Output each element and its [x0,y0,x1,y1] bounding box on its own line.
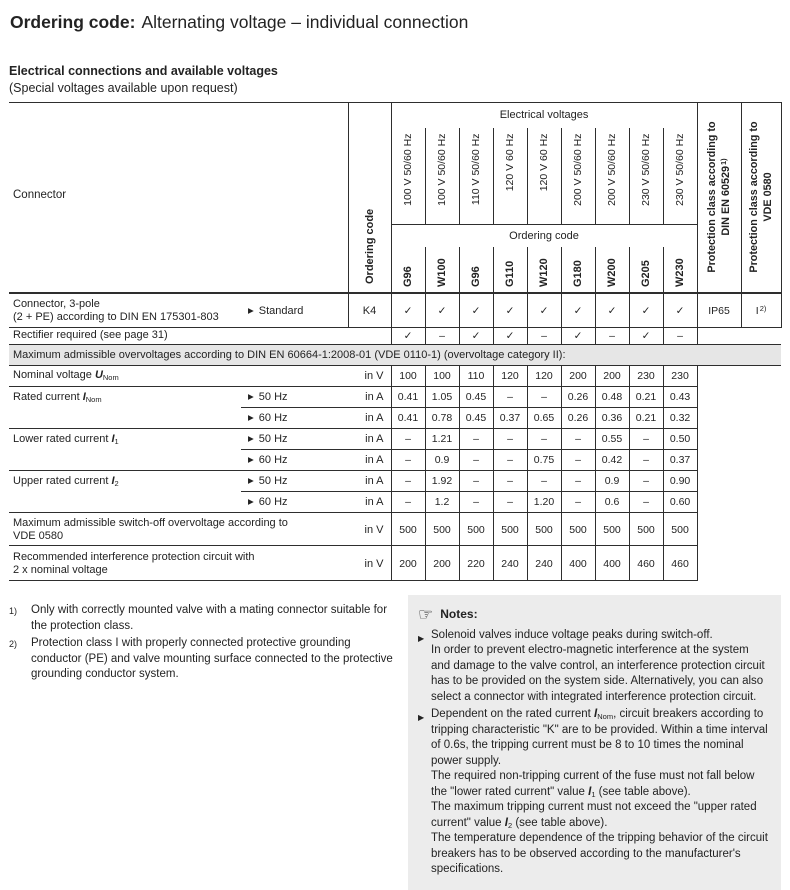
notes-list [418,628,769,878]
freq-60hz-cell: ▶ 60 Hz [241,450,348,471]
unit-cell: in V [348,513,391,546]
rated-current-cell: – [527,387,561,408]
voltage-column-label: 120 V 60 Hz [493,128,527,225]
rectifier-cell: ✓ [459,328,493,345]
rated-current-cell: 1.05 [425,387,459,408]
table-row [9,387,781,408]
nominal-voltage-cell: 120 [527,366,561,387]
interference-voltage-cell: 460 [663,546,697,581]
code-column-label: G110 [493,247,527,293]
page-title-label: Ordering code: [10,12,136,32]
code-column-label: W120 [527,247,561,293]
unit-cell: in V [348,546,391,581]
code-column-label: W230 [663,247,697,293]
protection-vde-line2: VDE 0580 [762,172,775,222]
lower-current-label: Lower rated current I1 [9,429,241,471]
table-row [9,471,781,492]
interference-voltage-cell: 240 [527,546,561,581]
rectifier-cell: ✓ [629,328,663,345]
protection-din-line1: Protection class according to [706,121,719,273]
empty-cell [697,492,781,513]
voltage-column-label: 110 V 50/60 Hz [459,128,493,225]
protection-class-din-header [697,103,741,293]
table-row [9,293,781,328]
rated-current-cell: 0.65 [527,408,561,429]
footnote-2-text: Protection class I with properly connected protective grounding conductor (PE) and valve mounting surface connected to the protective grounding conductor system. [31,637,393,680]
triangle-bullet-icon: ▶ [248,497,254,506]
lower-current-cell: – [391,429,425,450]
rectifier-cell: ✓ [493,328,527,345]
empty-cell [697,387,781,408]
code-column-label: G205 [629,247,663,293]
switchoff-voltage-cell: 500 [425,513,459,546]
triangle-bullet-icon: ▶ [248,306,254,316]
footnote-2-marker: 2) [9,639,18,649]
lower-current-cell: – [629,450,663,471]
switchoff-voltage-cell: 500 [663,513,697,546]
footnote-ref-2: 2) [759,304,767,314]
triangle-bullet-icon: ▶ [248,434,254,443]
switchoff-voltage-cell: 500 [391,513,425,546]
lower-current-cell: 0.50 [663,429,697,450]
empty-cell [697,450,781,471]
nominal-voltage-cell: 120 [493,366,527,387]
unit-cell: in A [348,429,391,450]
switchoff-voltage-cell: 500 [527,513,561,546]
triangle-bullet-icon: ▶ [248,455,254,464]
voltage-column-label: 200 V 50/60 Hz [561,128,595,225]
upper-current-cell: – [459,471,493,492]
table-row [9,546,781,581]
nominal-voltage-label: Nominal voltage UNom [9,366,348,387]
interference-voltage-cell: 400 [595,546,629,581]
empty-cell [697,546,781,581]
switchoff-voltage-cell: 500 [629,513,663,546]
rated-current-cell: – [493,387,527,408]
upper-current-cell: – [391,471,425,492]
rectifier-cell: ✓ [561,328,595,345]
pointing-hand-icon: ☞ [418,604,434,624]
code-column-label: W100 [425,247,459,293]
connector-column-header: Connector [9,103,348,293]
lower-current-cell: 0.55 [595,429,629,450]
rated-current-cell: 0.32 [663,408,697,429]
rectifier-cell: – [595,328,629,345]
availability-cell: ✓ [425,293,459,328]
nominal-voltage-cell: 230 [629,366,663,387]
upper-current-cell: – [561,471,595,492]
upper-current-cell: – [561,492,595,513]
interference-voltage-cell: 460 [629,546,663,581]
rectifier-cell: ✓ [391,328,425,345]
upper-current-cell: – [493,471,527,492]
voltage-column-label: 100 V 50/60 Hz [425,128,459,225]
ordering-code-column-header: Ordering code [348,103,391,293]
note-item [418,707,769,878]
table-row [9,513,781,546]
rectifier-cell: – [425,328,459,345]
section-band-label: Maximum admissible overvoltages according to DIN EN 60664-1:2008-01 (VDE 0110-1) (overvoltage category II): [9,345,781,366]
rated-current-cell: 0.26 [561,387,595,408]
lower-current-cell: – [391,450,425,471]
rated-current-cell: 0.48 [595,387,629,408]
lower-current-cell: – [561,450,595,471]
standard-cell: ▶ Standard [241,293,348,328]
footnote-1 [9,603,396,634]
ordering-code-cell: K4 [348,293,391,328]
empty-cell [697,471,781,492]
protection-vde-line1: Protection class according to [748,121,761,273]
triangle-bullet-icon: ▶ [248,476,254,485]
voltage-column-label: 230 V 50/60 Hz [663,128,697,225]
rated-current-cell: 0.21 [629,387,663,408]
lower-current-cell: 0.75 [527,450,561,471]
rated-current-label: Rated current INom [9,387,241,429]
nominal-voltage-cell: 110 [459,366,493,387]
upper-current-label: Upper rated current I2 [9,471,241,513]
empty-cell [697,513,781,546]
code-column-label: G96 [459,247,493,293]
protection-din-line2: DIN EN 60529$^{1)}$ [719,158,733,236]
freq-60hz-cell: ▶ 60 Hz [241,408,348,429]
rated-current-cell: 0.41 [391,408,425,429]
triangle-bullet-icon: ▶ [248,392,254,401]
lower-current-cell: – [527,429,561,450]
voltage-table [9,102,782,581]
upper-current-cell: – [493,492,527,513]
bottom-section [0,595,790,890]
note-text: Solenoid valves induce voltage peaks during switch-off. In order to prevent electro-magnetic interference at the system and damage to the valve control, an interference protection circuit has to be provided on the system side. Alternatively, you can also select a connector with integrated interference protection circuit. [431,628,765,703]
lower-current-cell: – [493,429,527,450]
unit-cell: in A [348,387,391,408]
rated-current-cell: 0.37 [493,408,527,429]
table-row [9,429,781,450]
unit-cell: in A [348,492,391,513]
footnotes [9,595,408,685]
rated-current-cell: 0.41 [391,387,425,408]
code-column-label: W200 [595,247,629,293]
notes-title: Notes: [440,607,478,621]
table-row [9,366,781,387]
nominal-voltage-cell: 200 [561,366,595,387]
note-text: Dependent on the rated current INom, circuit breakers according to tripping characteristic "K" are to be provided. Within a time interval of 0.6s, the tripping current must be 8 to 10 times the nominal power supply. The required non-tripping current of the fuse must not fall below the "lower rated current" value I1 (see table above). The maximum tripping current must not exceed the "upper rated current" value I2 (see table above). The temperature dependence of the tripping behavior of the circuit breakers has to be observed according to the manufacturer's specifications. [431,708,768,875]
upper-current-cell: – [527,471,561,492]
availability-cell: ✓ [629,293,663,328]
protection-class-cell: $I^{2)}$ [741,293,781,328]
upper-current-cell: – [459,492,493,513]
notes-header [418,604,769,624]
freq-50hz-cell: ▶ 50 Hz [241,471,348,492]
lower-current-cell: – [561,429,595,450]
rated-current-cell: 0.21 [629,408,663,429]
availability-cell: ✓ [561,293,595,328]
empty-cell [697,408,781,429]
freq-50hz-cell: ▶ 50 Hz [241,429,348,450]
rectifier-cell: – [663,328,697,345]
freq-60hz-cell: ▶ 60 Hz [241,492,348,513]
empty-cell [697,429,781,450]
voltage-column-label: 120 V 60 Hz [527,128,561,225]
upper-current-cell: 1.2 [425,492,459,513]
table-header-row [9,103,781,128]
availability-cell: ✓ [595,293,629,328]
switchoff-voltage-cell: 500 [561,513,595,546]
interference-voltage-cell: 400 [561,546,595,581]
table-row [9,328,781,345]
footnote-1-marker: 1) [9,606,18,616]
page-title [10,12,781,33]
switchoff-voltage-cell: 500 [595,513,629,546]
interference-voltage-cell: 240 [493,546,527,581]
triangle-bullet-icon: ▶ [418,633,425,643]
section-subheading: (Special voltages available upon request) [9,81,238,95]
lower-current-cell: – [459,429,493,450]
lower-current-cell: – [459,450,493,471]
upper-current-cell: – [391,492,425,513]
rectifier-cell: – [527,328,561,345]
lower-current-cell: 0.37 [663,450,697,471]
empty-cell [697,328,781,345]
unit-cell: in A [348,471,391,492]
rectifier-row-label: Rectifier required (see page 31) [9,328,391,345]
rated-current-cell: 0.45 [459,408,493,429]
rated-current-cell: 0.45 [459,387,493,408]
code-column-label: G180 [561,247,595,293]
page-title-text: Alternating voltage – individual connection [141,12,469,32]
section-heading: Electrical connections and available voltages [9,64,278,78]
ip-rating-cell: IP65 [697,293,741,328]
triangle-bullet-icon: ▶ [248,413,254,422]
nominal-voltage-cell: 100 [391,366,425,387]
ordering-code-band: Ordering code [391,225,697,247]
voltage-column-label: 200 V 50/60 Hz [595,128,629,225]
empty-cell [697,366,781,387]
lower-current-cell: 0.9 [425,450,459,471]
interference-label: Recommended interference protection circuit with 2 x nominal voltage [9,546,348,581]
section-band-row [9,345,781,366]
upper-current-cell: 1.20 [527,492,561,513]
interference-voltage-cell: 200 [425,546,459,581]
switchoff-voltage-cell: 500 [493,513,527,546]
note-item [418,628,769,706]
unit-cell: in A [348,450,391,471]
rated-current-cell: 0.36 [595,408,629,429]
availability-cell: ✓ [493,293,527,328]
lower-current-cell: – [629,429,663,450]
lower-current-cell: 0.42 [595,450,629,471]
rated-current-cell: 0.26 [561,408,595,429]
footnote-ref-1: 1) [719,158,729,166]
electrical-voltages-header: Electrical voltages [391,103,697,128]
lower-current-cell: – [493,450,527,471]
switchoff-label: Maximum admissible switch-off overvoltage according to VDE 0580 [9,513,348,546]
unit-cell: in A [348,408,391,429]
protection-class-vde-header [741,103,781,293]
nominal-voltage-cell: 100 [425,366,459,387]
nominal-voltage-cell: 200 [595,366,629,387]
nominal-voltage-cell: 230 [663,366,697,387]
freq-50hz-cell: ▶ 50 Hz [241,387,348,408]
upper-current-cell: – [629,492,663,513]
upper-current-cell: – [629,471,663,492]
availability-cell: ✓ [527,293,561,328]
connector-row-label: Connector, 3-pole (2 + PE) according to DIN EN 175301-803 [9,293,241,328]
voltage-column-label: 230 V 50/60 Hz [629,128,663,225]
notes-box [408,595,781,890]
upper-current-cell: 0.6 [595,492,629,513]
availability-cell: ✓ [459,293,493,328]
interference-voltage-cell: 200 [391,546,425,581]
availability-cell: ✓ [391,293,425,328]
code-column-label: G96 [391,247,425,293]
availability-cell: ✓ [663,293,697,328]
rated-current-cell: 0.78 [425,408,459,429]
lower-current-cell: 1.21 [425,429,459,450]
switchoff-voltage-cell: 500 [459,513,493,546]
voltage-column-label: 100 V 50/60 Hz [391,128,425,225]
footnote-1-text: Only with correctly mounted valve with a mating connector suitable for the protection class. [31,604,388,632]
triangle-bullet-icon: ▶ [418,713,425,722]
upper-current-cell: 0.9 [595,471,629,492]
rated-current-cell: 0.43 [663,387,697,408]
interference-voltage-cell: 220 [459,546,493,581]
unit-cell: in V [348,366,391,387]
upper-current-cell: 0.90 [663,471,697,492]
upper-current-cell: 1.92 [425,471,459,492]
upper-current-cell: 0.60 [663,492,697,513]
footnote-2 [9,636,396,683]
